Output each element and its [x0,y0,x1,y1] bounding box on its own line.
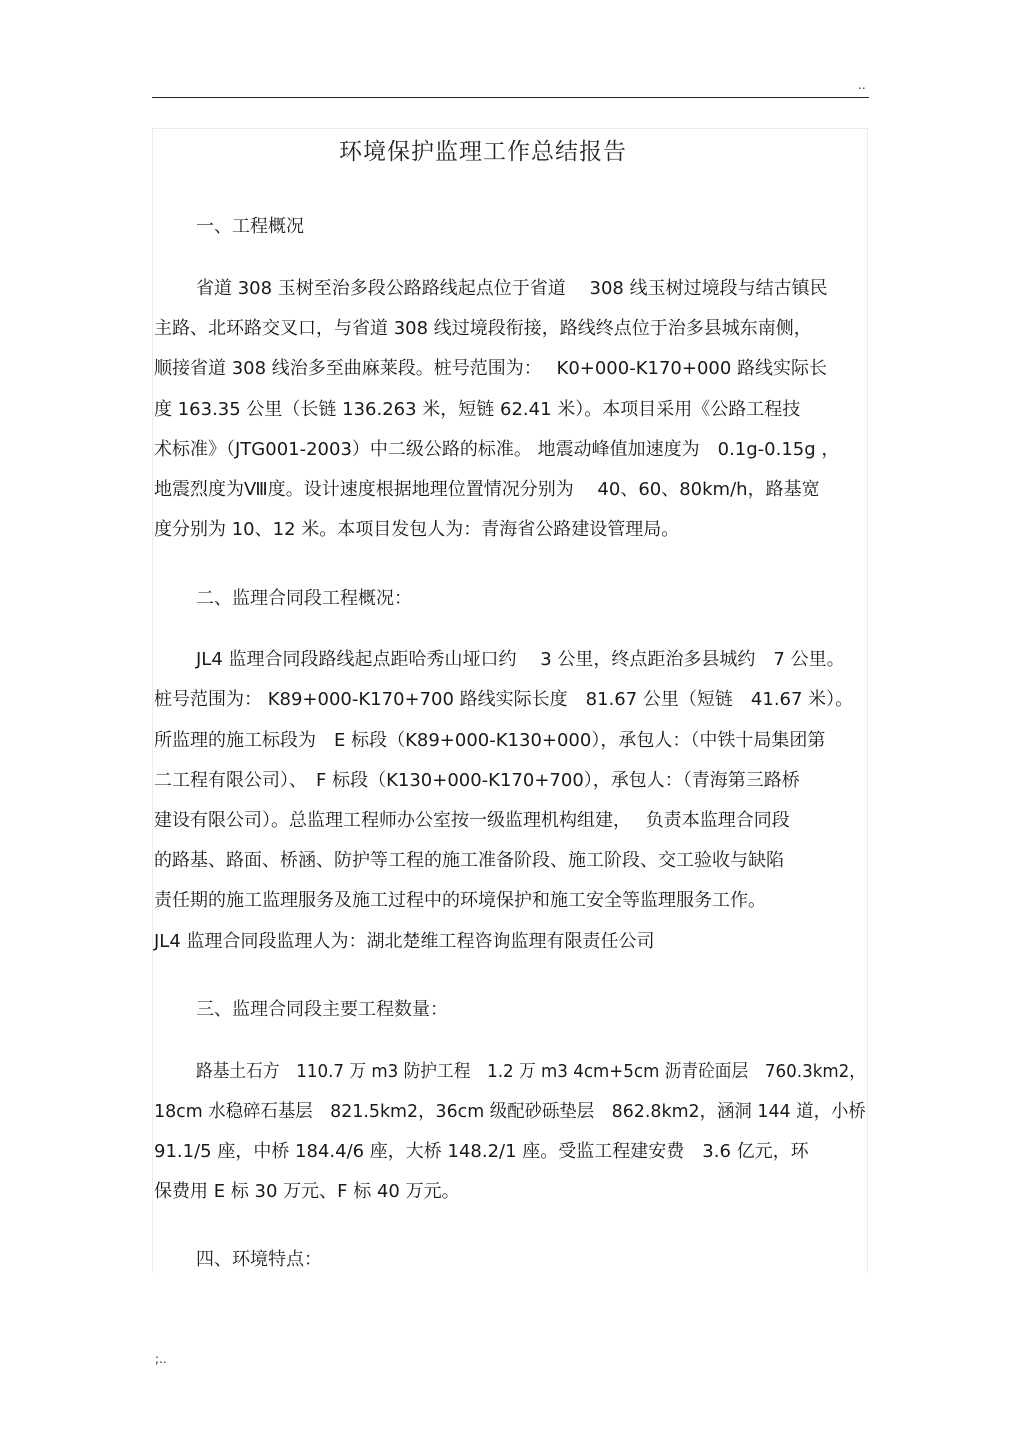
paragraph-line: 的路基、路面、桥涵、防护等工程的施工准备阶段、施工阶段、交工验收与缺陷 [154,850,784,871]
header-rule [152,97,869,98]
paragraph-line: 术标准》（JTG001-2003）中二级公路的标准。 地震动峰值加速度为 0.1g-0.15g ， [154,439,840,460]
paragraph-line: 度分别为 10、12 米。本项目发包人为：青海省公路建设管理局。 [154,519,680,540]
section-1-heading: 一、工程概况 [196,216,304,237]
paragraph-line: 省道 308 玉树至治多段公路路线起点位于省道 308 线玉树过境段与结古镇民 [196,278,828,299]
paragraph-line: 路基土石方 110.7 万 m3 防护工程 1.2 万 m3 4cm+5cm 沥青砼面层 760.3km2， [196,1061,866,1082]
document-title: 环境保护监理工作总结报告 [339,139,627,165]
paragraph-line: 主路、北环路交叉口，与省道 308 线过境段衔接，路线终点位于治多县城东南侧， [154,318,812,339]
paragraph-line: 二工程有限公司）、 F 标段（K130+000-K170+700），承包人：（青海第三路桥 [154,770,800,791]
paragraph-line: 18cm 水稳碎石基层 821.5km2，36cm 级配砂砾垫层 862.8km2，涵洞 144 道，小桥 [154,1101,866,1122]
paragraph-line: 顺接省道 308 线治多至曲麻莱段。桩号范围为： K0+000-K170+000 路线实际长 [154,358,828,379]
paragraph-line: 所监理的施工标段为 E 标段（K89+000-K130+000），承包人：（中铁十局集团第 [154,730,826,751]
section-2-heading: 二、监理合同段工程概况： [196,588,412,609]
footer-mark: ;.. [155,1352,167,1366]
section-4-heading: 四、环境特点： [196,1249,322,1270]
section-3-heading: 三、监理合同段主要工程数量： [196,999,448,1020]
paragraph-line: 度 163.35 公里（长链 136.263 米，短链 62.41 米）。本项目采用《公路工程技 [154,399,801,420]
paragraph-line: 地震烈度为Ⅷ度。设计速度根据地理位置情况分别为 40、60、80km/h，路基宽 [154,479,820,500]
paragraph-line: 责任期的施工监理服务及施工过程中的环境保护和施工安全等监理服务工作。 [154,890,766,911]
paragraph-line: JL4 监理合同段监理人为：湖北楚维工程咨询监理有限责任公司 [154,931,655,952]
header-mark: .. [858,78,866,92]
paragraph-line: 保费用 E 标 30 万元、F 标 40 万元。 [154,1181,460,1202]
paragraph-line: 桩号范围为： K89+000-K170+700 路线实际长度 81.67 公里（短链 41.67 米）。 [154,689,854,710]
paragraph-line: JL4 监理合同段路线起点距哈秀山垭口约 3 公里，终点距治多县城约 7 公里。 [196,649,845,670]
paragraph-line: 91.1/5 座，中桥 184.4/6 座，大桥 148.2/1 座。受监工程建安费 3.6 亿元，环 [154,1141,809,1162]
paragraph-line: 建设有限公司）。总监理工程师办公室按一级监理机构组建， 负责本监理合同段 [154,810,790,831]
